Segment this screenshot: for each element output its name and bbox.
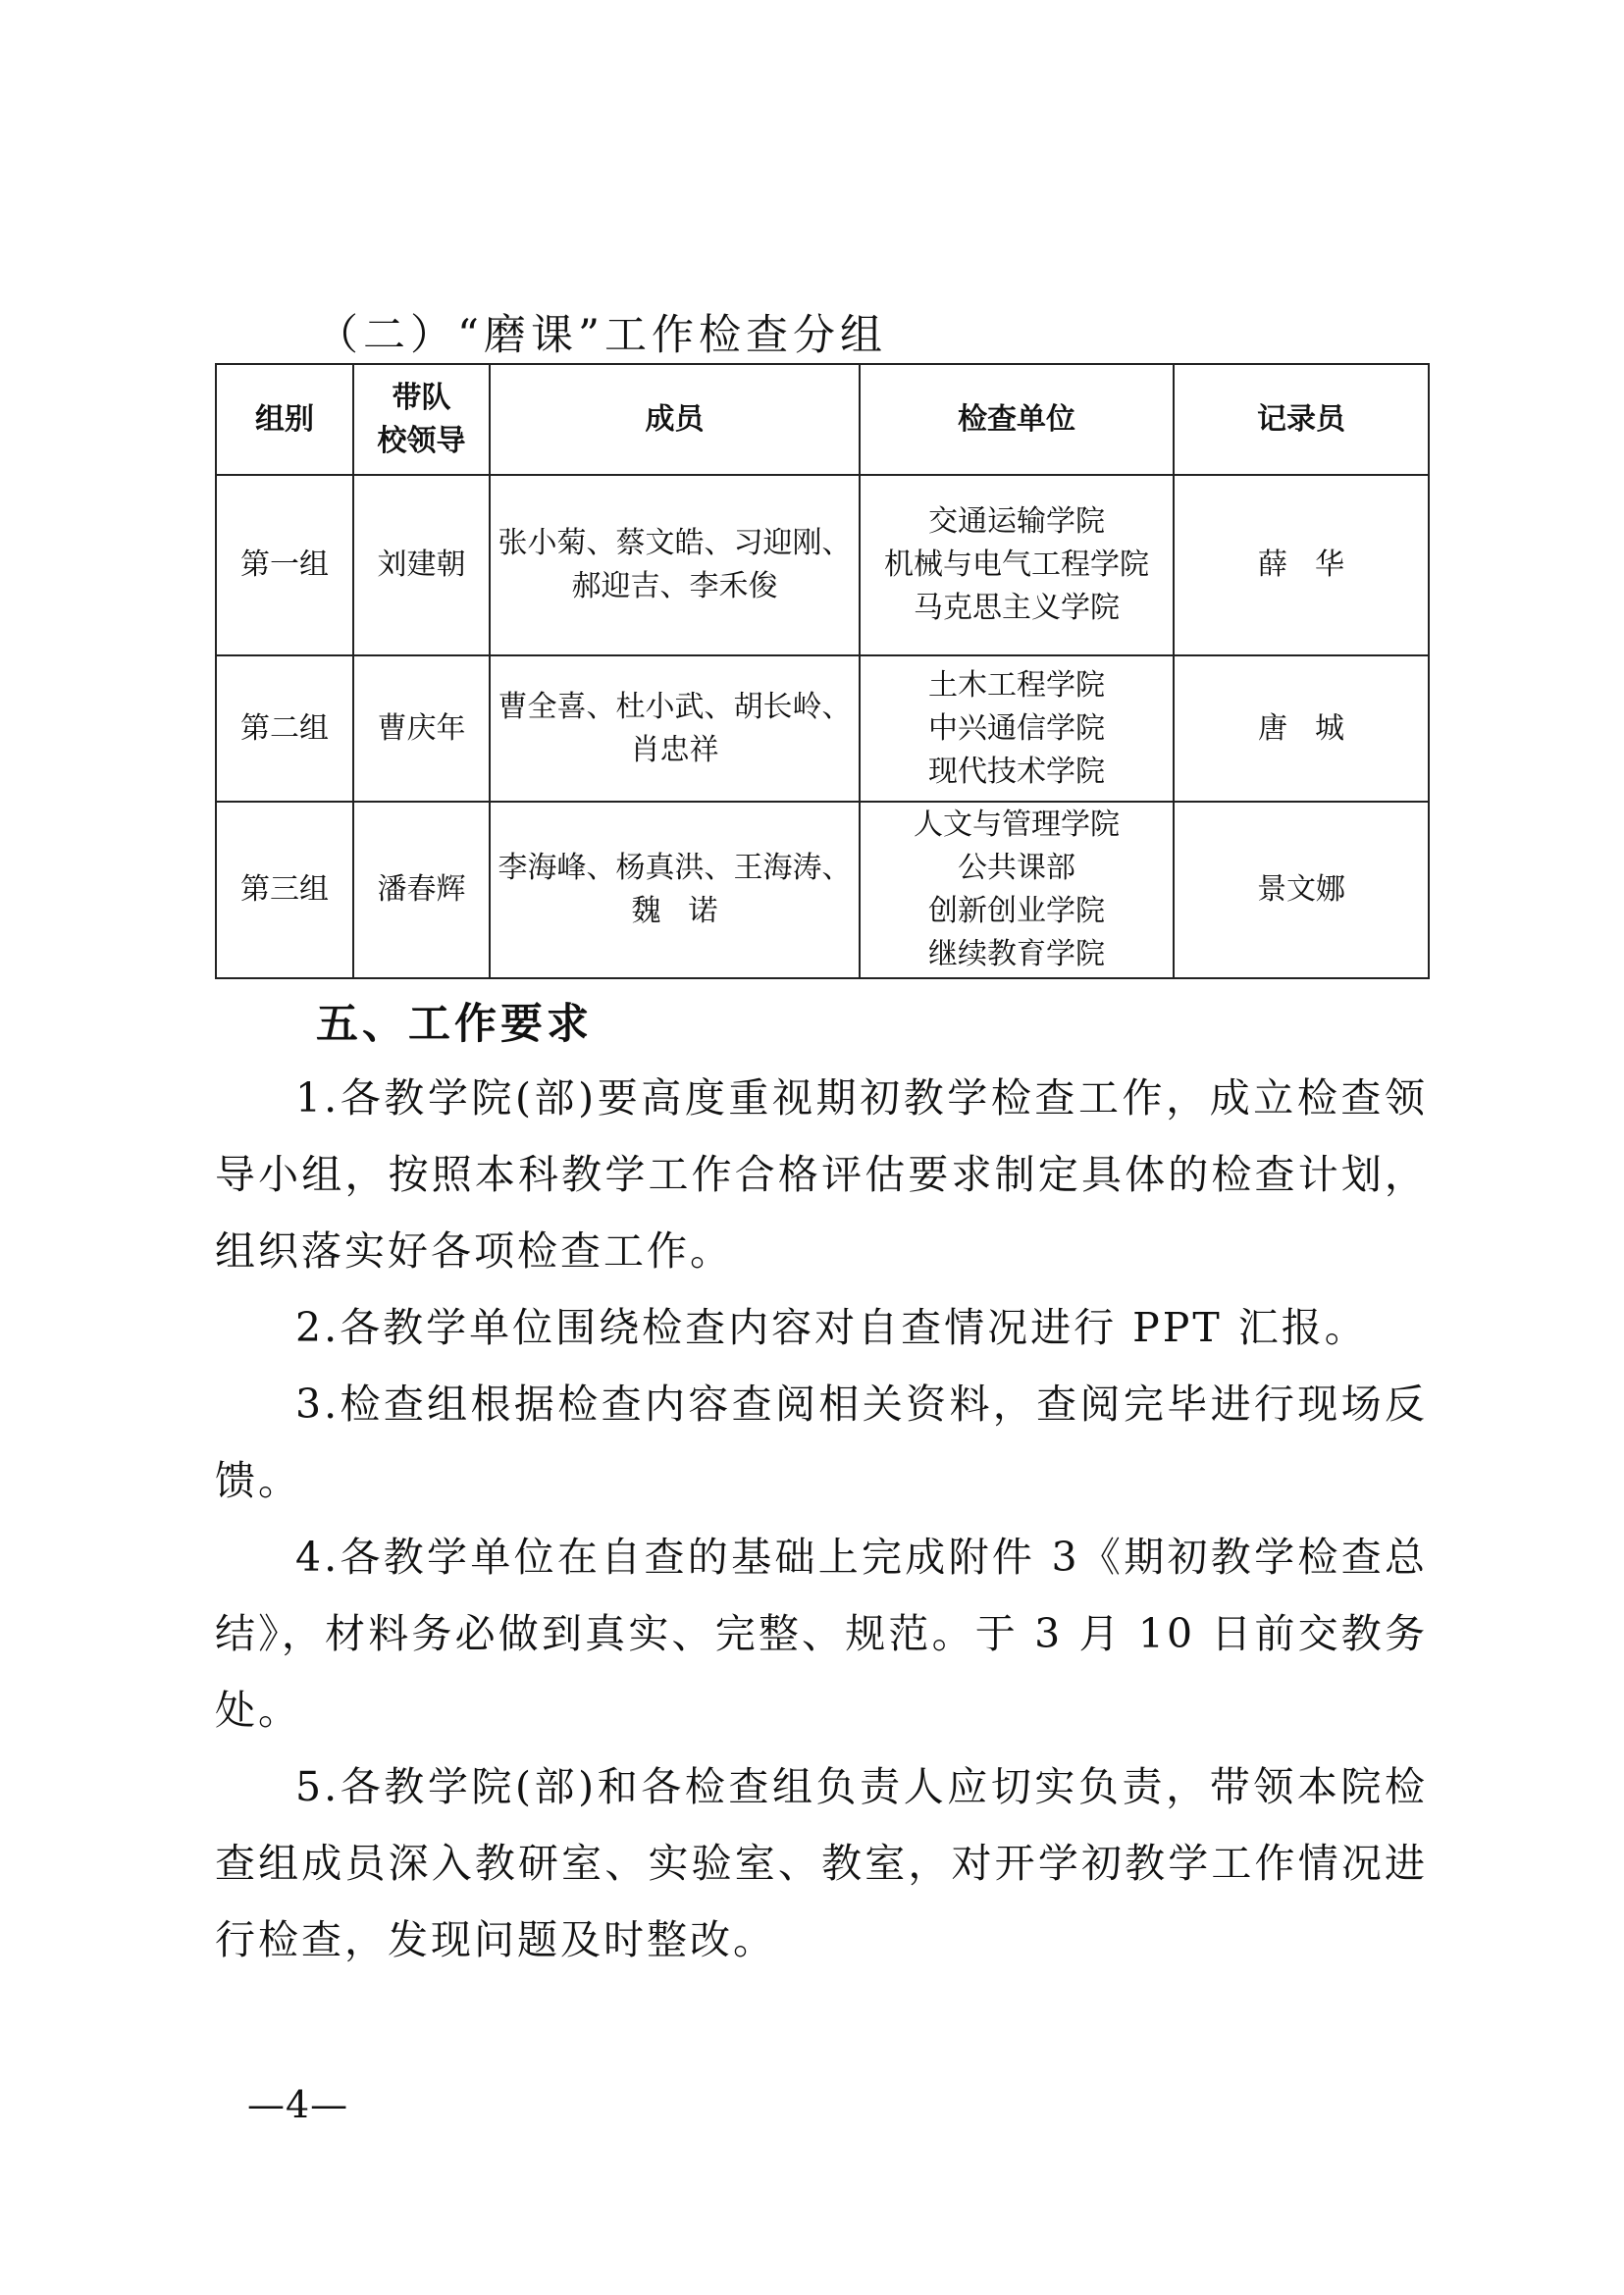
requirement-paragraph: 4.各教学单位在自查的基础上完成附件 3《期初教学检查总结》，材料务必做到真实、完整、规范。于 3 月 10 日前交教务处。 bbox=[215, 1534, 1428, 1734]
leader-cell: 刘建朝 bbox=[353, 475, 490, 655]
header-members: 成员 bbox=[490, 364, 860, 475]
unit-item: 马克思主义学院 bbox=[914, 591, 1120, 625]
requirements-list bbox=[215, 1060, 1428, 1978]
leader-cell: 曹庆年 bbox=[353, 655, 490, 802]
recorder-cell: 景文娜 bbox=[1174, 802, 1429, 978]
table-header-row bbox=[216, 364, 1429, 475]
header-recorder: 记录员 bbox=[1174, 364, 1429, 475]
units-cell bbox=[860, 655, 1174, 802]
header-group: 组别 bbox=[216, 364, 353, 475]
members-line: 曹全喜、杜小武、胡长岭、 bbox=[498, 689, 852, 724]
table-row bbox=[216, 475, 1429, 655]
header-units: 检查单位 bbox=[860, 364, 1174, 475]
requirement-paragraph: 3.检查组根据检查内容查阅相关资料，查阅完毕进行现场反馈。 bbox=[215, 1381, 1428, 1504]
requirement-paragraph: 5.各教学院(部)和各检查组负责人应切实负责，带领本院检查组成员深入教研室、实验室、教室，对开学初教学工作情况进行检查，发现问题及时整改。 bbox=[215, 1763, 1428, 1963]
section-subtitle: （二）“磨课”工作检查分组 bbox=[316, 311, 887, 360]
recorder-cell bbox=[1174, 475, 1429, 655]
recorder-name: 薛华 bbox=[1258, 548, 1372, 582]
units-cell bbox=[860, 802, 1174, 978]
group-cell: 第三组 bbox=[216, 802, 353, 978]
unit-item: 公共课部 bbox=[958, 851, 1075, 885]
unit-item: 交通运输学院 bbox=[928, 504, 1105, 539]
recorder-name: 唐城 bbox=[1258, 710, 1372, 746]
group-cell: 第二组 bbox=[216, 655, 353, 802]
unit-item: 人文与管理学院 bbox=[914, 808, 1120, 842]
members-cell bbox=[490, 475, 860, 655]
unit-item: 中兴通信学院 bbox=[928, 710, 1105, 746]
unit-item: 创新创业学院 bbox=[928, 894, 1105, 928]
unit-item: 机械与电气工程学院 bbox=[884, 548, 1149, 582]
leader-cell: 潘春辉 bbox=[353, 802, 490, 978]
group-cell: 第一组 bbox=[216, 475, 353, 655]
header-leader bbox=[353, 364, 490, 475]
requirement-paragraph: 2.各教学单位围绕检查内容对自查情况进行 PPT 汇报。 bbox=[295, 1304, 1368, 1351]
members-line: 郝迎吉、李禾俊 bbox=[571, 569, 778, 603]
members-line: 肖忠祥 bbox=[630, 732, 719, 767]
table-row bbox=[216, 655, 1429, 802]
header-leader-line1: 带队 bbox=[392, 380, 451, 415]
requirement-paragraph: 1.各教学院(部)要高度重视期初教学检查工作，成立检查领导小组，按照本科教学工作合格评估要求制定具体的检查计划，组织落实好各项检查工作。 bbox=[215, 1074, 1428, 1275]
table-row bbox=[216, 802, 1429, 978]
units-cell bbox=[860, 475, 1174, 655]
unit-item: 现代技术学院 bbox=[928, 754, 1105, 789]
recorder-cell bbox=[1174, 655, 1429, 802]
unit-item: 土木工程学院 bbox=[928, 667, 1105, 703]
header-leader-line2: 校领导 bbox=[377, 423, 466, 458]
members-cell bbox=[490, 655, 860, 802]
unit-item: 继续教育学院 bbox=[928, 937, 1105, 971]
members-line: 李海峰、杨真洪、王海涛、 bbox=[498, 851, 852, 885]
page-number: —4— bbox=[247, 2083, 349, 2126]
inspection-groups-table bbox=[215, 363, 1430, 979]
members-cell bbox=[490, 802, 860, 978]
members-line: 魏诺 bbox=[631, 894, 746, 928]
members-line: 张小菊、蔡文皓、习迎刚、 bbox=[498, 526, 852, 560]
section-heading: 五、工作要求 bbox=[316, 1000, 593, 1049]
